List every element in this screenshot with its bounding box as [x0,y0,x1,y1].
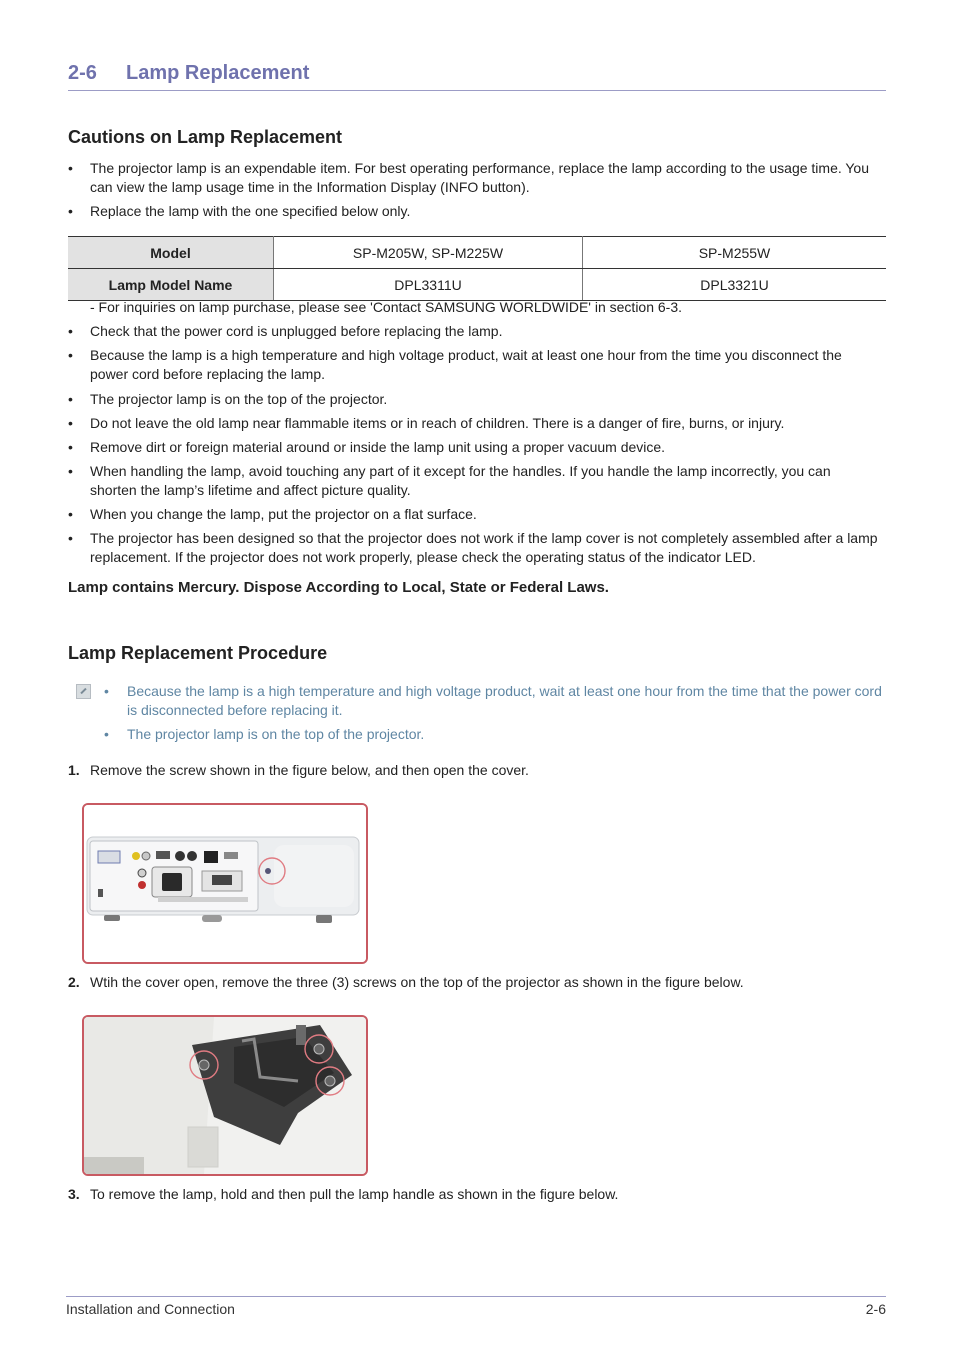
table-cell: SP-M205W, SP-M225W [274,237,583,269]
bullet-marker: • [68,203,73,219]
bullet-marker: • [104,726,109,742]
footer-divider [66,1296,886,1297]
table-header-cell: Lamp Model Name [68,269,274,301]
bullet-text: Because the lamp is a high temperature and high voltage product, wait at least one hour from the time you disconnect the power cord before replacing the lamp. [90,347,842,382]
bullet-text: Do not leave the old lamp near flammable items or in reach of children. There is a danger of fire, burns, or injury. [90,415,785,431]
projector-rear-figure [82,803,368,964]
table-cell: DPL3311U [274,269,583,301]
step-text: Remove the screw shown in the figure below, and then open the cover. [90,762,529,778]
projector-rear-illustration [84,805,366,962]
procedure-heading: Lamp Replacement Procedure [68,643,328,663]
note-text: The projector lamp is on the top of the projector. [127,726,425,742]
step-number: 2. [68,974,80,990]
bullet-marker: • [68,391,73,407]
bullet-text: Check that the power cord is unplugged before replacing the lamp. [90,323,503,339]
bullet-marker: • [68,347,73,363]
lamp-screws-illustration [84,1017,366,1174]
bullet-text: The projector has been designed so that the projector does not work if the lamp cover is not completely assembled after a lamp replacement. If the projector does not work properly, please check the operating status of the indicator LED. [90,530,878,565]
note-text: Because the lamp is a high temperature and high voltage product, wait at least one hour from the time that the power cord is disconnected before replacing it. [127,683,882,718]
cautions-heading: Cautions on Lamp Replacement [68,127,343,147]
list-item [68,159,878,197]
step-text: To remove the lamp, hold and then pull the lamp handle as shown in the figure below. [90,1186,619,1202]
bullet-text: Replace the lamp with the one specified below only. [90,203,411,219]
table-cell: DPL3321U [583,269,887,301]
lamp-spec-table [68,236,886,301]
bullet-marker: • [68,415,73,431]
section-title [68,62,886,91]
bullet-text: Remove dirt or foreign material around or inside the lamp unit using a proper vacuum device. [90,439,666,455]
table-cell: SP-M255W [583,237,887,269]
table-row [68,269,886,301]
table-header-cell: Model [68,237,274,269]
mercury-warning: Lamp contains Mercury. Dispose According to Local, State or Federal Laws. [68,579,609,596]
section-number: 2-6 [68,62,97,84]
bullet-marker: • [104,683,109,699]
bullet-marker: • [68,160,73,176]
lamp-screws-figure [82,1015,368,1176]
step-number: 3. [68,1186,80,1202]
bullet-text: When you change the lamp, put the projector on a flat surface. [90,506,477,522]
bullet-text: When handling the lamp, avoid touching any part of it except for the handles. If you handle the lamp incorrectly, you can shorten the lamp’s lifetime and affect picture quality. [90,463,831,498]
bullet-marker: • [68,506,73,522]
inquiry-note: - For inquiries on lamp purchase, please see 'Contact SAMSUNG WORLDWIDE' in section 6-3. [90,299,683,315]
note-icon [76,684,91,699]
bullet-marker: • [68,323,73,339]
table-row [68,237,886,269]
bullet-marker: • [68,530,73,546]
bullet-text: The projector lamp is on the top of the projector. [90,391,388,407]
bullet-marker: • [68,439,73,455]
bullet-marker: • [68,463,73,479]
footer-chapter: Installation and Connection [66,1301,235,1317]
bullet-text: The projector lamp is an expendable item. For best operating performance, replace the lamp according to the usage time. You can view the lamp usage time in the Information Display (INFO button). [90,160,870,195]
step-text: Wtih the cover open, remove the three (3) screws on the top of the projector as shown in the figure below. [90,974,744,990]
section-title-text: Lamp Replacement [126,62,310,84]
footer-page-number: 2-6 [865,1301,886,1317]
step-number: 1. [68,762,80,778]
